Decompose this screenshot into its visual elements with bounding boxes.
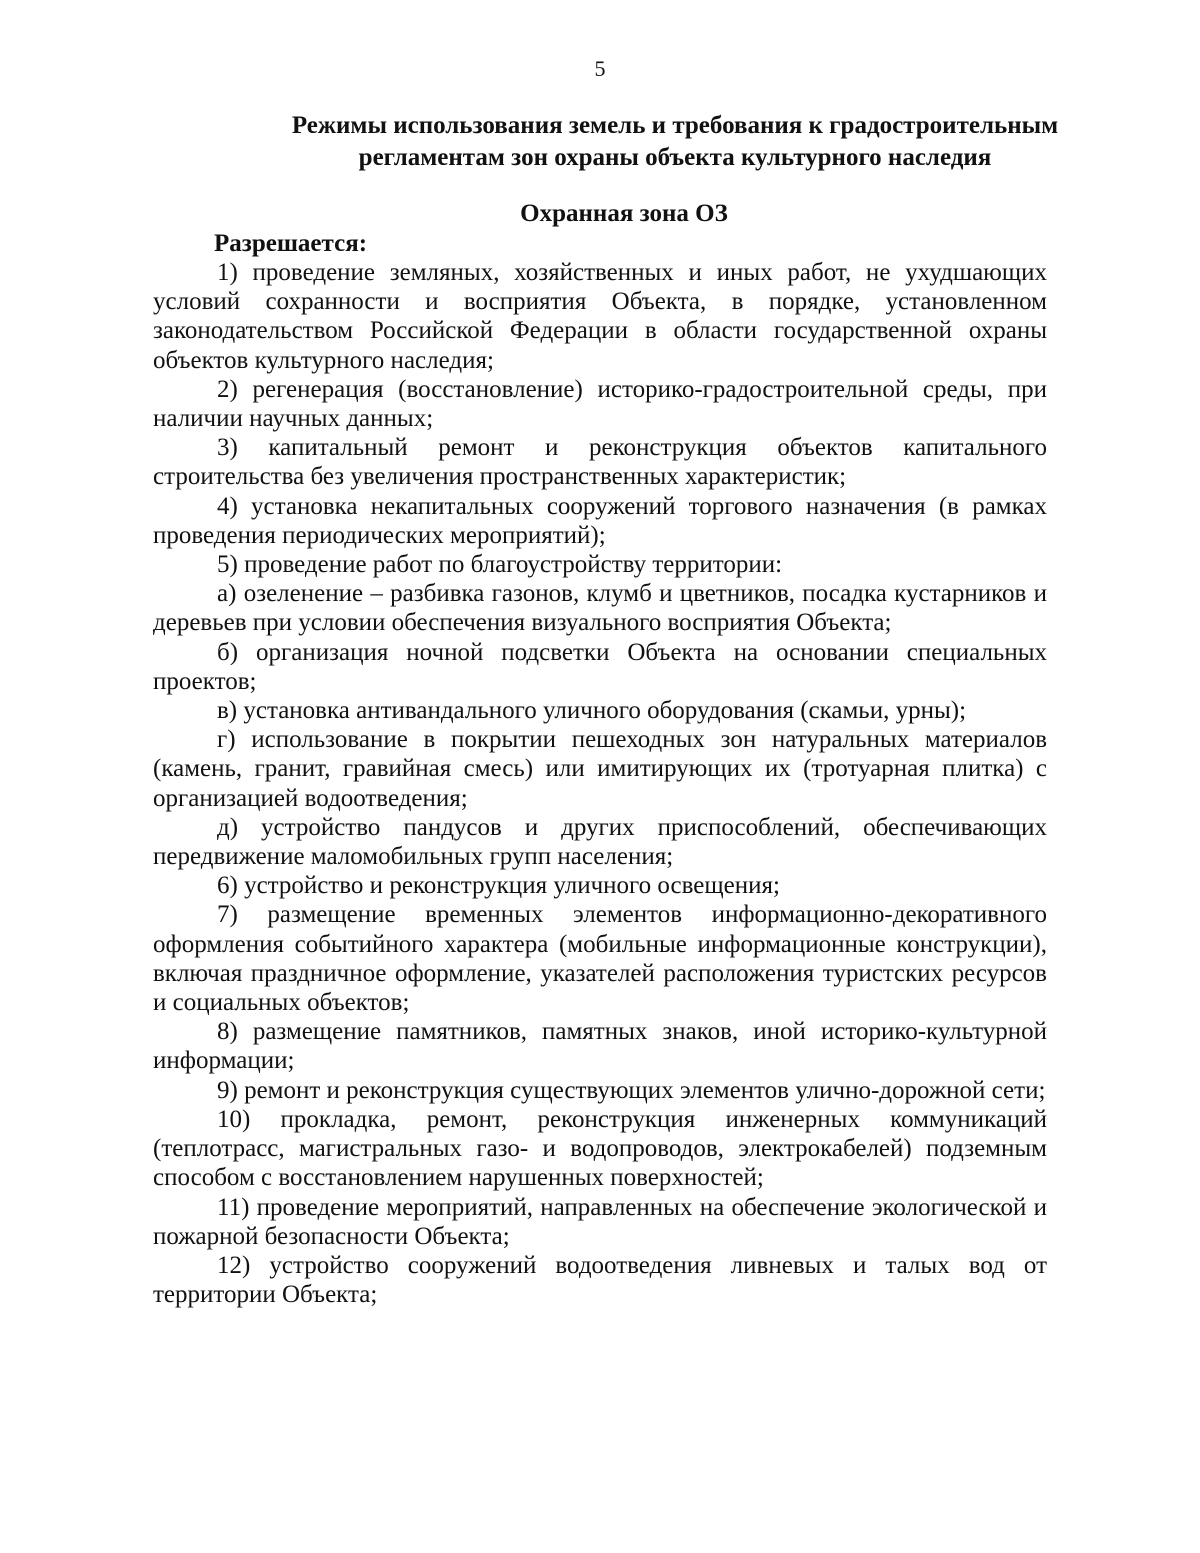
allowed-label: Разрешается:	[214, 230, 368, 257]
list-item-5d: г) использование в покрытии пешеходных зон натуральных материалов (камень, гранит, гравийная смесь) или имитирующих их (тротуарная плитка) с организацией водоотведения;	[153, 726, 1047, 812]
list-item-10: 10) прокладка, ремонт, реконструкция инженерных коммуникаций (теплотрасс, магистральных газо- и водопроводов, электрокабелей) подземным способом с восстановлением нарушенных поверхностей;	[153, 1105, 1047, 1192]
list-item-9: 9) ремонт и реконструкция существующих элементов улично-дорожной сети;	[217, 1076, 1046, 1104]
section-heading	[150, 110, 1200, 174]
list-item-5b: б) организация ночной подсветки Объекта на основании специальных проектов;	[153, 638, 1047, 695]
allowed-items-list	[153, 258, 1047, 1309]
list-item-5e: д) устройство пандусов и других приспособлений, обеспечивающих передвижение маломобильных групп населения;	[153, 813, 1047, 871]
list-item-5c: в) установка антивандального уличного оборудования (скамьи, урны);	[217, 697, 967, 725]
list-item-5a: а) озеленение – разбивка газонов, клумб и цветников, посадка кустарников и деревьев при условии обеспечения визуального восприятия Объекта;	[153, 580, 1047, 637]
list-item-12: 12) устройство сооружений водоотведения ливневых и талых вод от территории Объекта;	[153, 1251, 1047, 1309]
list-item-5: 5) проведение работ по благоустройству территории:	[217, 551, 783, 579]
list-item-1: 1) проведение земляных, хозяйственных и иных работ, не ухудшающих условий сохранности и восприятия Объекта, в порядке, установленном законодательством Российской Федерации в области государственной охраны объектов культурного наследия;	[153, 259, 1047, 374]
list-item-2: 2) регенерация (восстановление) историко-градостроительной среды, при наличии научных данных;	[153, 375, 1047, 433]
zone-subheading: Охранная зона ОЗ	[520, 200, 728, 227]
list-item-8: 8) размещение памятников, памятных знаков, иной историко-культурной информации;	[153, 1018, 1047, 1075]
section-heading-line-2: регламентам зон охраны объекта культурного наследия	[358, 144, 992, 171]
page-number: 5	[594, 56, 606, 81]
section-heading-line-1: Режимы использования земель и требования к градостроительным	[291, 112, 1059, 139]
list-item-11: 11) проведение мероприятий, направленных на обеспечение экологической и пожарной безопасности Объекта;	[153, 1193, 1047, 1250]
list-item-4: 4) установка некапитальных сооружений торгового назначения (в рамках проведения периодических мероприятий);	[153, 492, 1047, 549]
list-item-6: 6) устройство и реконструкция уличного освещения;	[217, 872, 780, 900]
list-item-3: 3) капитальный ремонт и реконструкция объектов капитального строительства без увеличения пространственных характеристик;	[153, 434, 1047, 491]
list-item-7: 7) размещение временных элементов информационно-декоративного оформления событийного характера (мобильные информационные конструкции), включая праздничное оформление, указателей расположения туристских ресурсов и социальных объектов;	[153, 901, 1047, 1017]
